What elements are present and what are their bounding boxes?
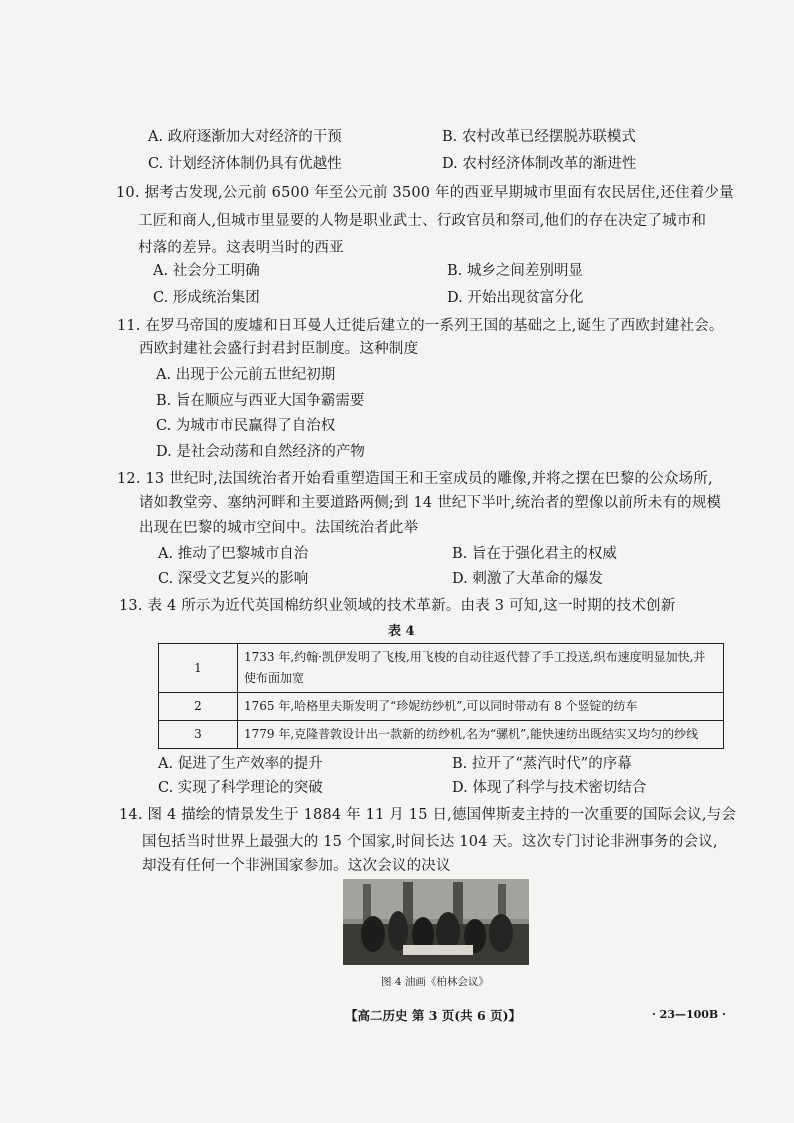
q13-options-row1	[158, 752, 718, 773]
q10-options-row1	[153, 259, 713, 280]
table-row-text: 1733 年,约翰·凯伊发明了飞梭,用飞梭的自动往返代替了手工投送,织布速度明显加快,并使布面加宽	[238, 644, 724, 693]
table-row-number: 1	[159, 644, 238, 693]
q9-option-b[interactable]: B. 农村改革已经摆脱苏联模式	[442, 129, 636, 145]
table-row	[159, 644, 724, 693]
q13-option-b[interactable]: B. 拉开了“蒸汽时代”的序幕	[452, 756, 632, 772]
q12-options-row1	[158, 542, 718, 563]
q11-stem-line1: 11. 在罗马帝国的废墟和日耳曼人迁徙后建立的一系列王国的基础之上,诞生了西欧封建社会。	[117, 318, 724, 334]
table-row	[159, 721, 724, 749]
table-row-text: 1765 年,哈格里夫斯发明了“珍妮纺纱机”,可以同时带动有 8 个竖锭的纺车	[238, 693, 724, 721]
q12-stem-line3: 出现在巴黎的城市空间中。法国统治者此举	[139, 520, 419, 536]
page-footer-info: 【高二历史 第 3 页(共 6 页)】	[345, 1008, 521, 1023]
q10-option-b[interactable]: B. 城乡之间差别明显	[447, 263, 583, 279]
q9-options-row2	[148, 152, 708, 173]
q12-option-c[interactable]: C. 深受文艺复兴的影响	[158, 571, 309, 587]
q11-stem-line2: 西欧封建社会盛行封君封臣制度。这种制度	[139, 341, 419, 357]
q10-option-c[interactable]: C. 形成统治集团	[153, 290, 260, 306]
tech-innovation-table	[158, 643, 724, 749]
q13-option-d[interactable]: D. 体现了科学与技术密切结合	[452, 780, 647, 796]
q14-stem-line1: 14. 图 4 描绘的情景发生于 1884 年 11 月 15 日,德国俾斯麦主持的一次重要的国际会议,与会	[119, 807, 737, 823]
q10-option-d[interactable]: D. 开始出现贫富分化	[447, 290, 584, 306]
q14-stem-line2: 国包括当时世界上最强大的 15 个国家,时间长达 104 天。这次专门讨论非洲事务的会议,	[142, 834, 718, 850]
q11-option-c[interactable]: C. 为城市市民赢得了自治权	[156, 418, 336, 434]
q10-option-a[interactable]: A. 社会分工明确	[153, 263, 260, 279]
q9-option-a[interactable]: A. 政府逐渐加大对经济的干预	[148, 129, 342, 145]
q12-stem-line2: 诸如教堂旁、塞纳河畔和主要道路两侧;到 14 世纪下半叶,统治者的塑像以前所未有的规模	[139, 495, 722, 511]
q11-option-a[interactable]: A. 出现于公元前五世纪初期	[156, 367, 336, 383]
exam-code: · 23—100B ·	[652, 1008, 726, 1021]
q12-stem-line1: 12. 13 世纪时,法国统治者开始看重塑造国王和王室成员的雕像,并将之摆在巴黎的公众场所,	[117, 471, 713, 487]
q13-option-c[interactable]: C. 实现了科学理论的突破	[158, 780, 323, 796]
q11-option-d[interactable]: D. 是社会动荡和自然经济的产物	[156, 444, 365, 460]
q12-option-d[interactable]: D. 刺激了大革命的爆发	[452, 571, 603, 587]
figure-4-caption: 图 4 油画《柏林会议》	[381, 976, 489, 988]
table-row-number: 2	[159, 693, 238, 721]
q9-options-row1	[148, 125, 708, 146]
q10-stem-line1: 10. 据考古发现,公元前 6500 年至公元前 3500 年的西亚早期城市里面有农民居住,还住着少量	[116, 185, 734, 201]
q13-stem: 13. 表 4 所示为近代英国棉纺织业领域的技术革新。由表 3 可知,这一时期的技术创新	[119, 598, 676, 614]
table-4-caption: 表 4	[388, 624, 415, 639]
q12-option-a[interactable]: A. 推动了巴黎城市自治	[158, 546, 309, 562]
q14-stem-line3: 却没有任何一个非洲国家参加。这次会议的决议	[142, 858, 451, 874]
q13-option-a[interactable]: A. 促进了生产效率的提升	[158, 756, 323, 772]
q9-option-d[interactable]: D. 农村经济体制改革的渐进性	[442, 156, 637, 172]
q10-stem-line3: 村落的差异。这表明当时的西亚	[138, 240, 344, 256]
q11-option-b[interactable]: B. 旨在顺应与西亚大国争霸需要	[156, 393, 365, 409]
painting-image	[343, 879, 529, 965]
table-row	[159, 693, 724, 721]
q13-options-row2	[158, 776, 718, 797]
q10-stem-line2: 工匠和商人,但城市里显要的人物是职业武士、行政官员和祭司,他们的存在决定了城市和	[138, 213, 707, 229]
berlin-conference-painting	[343, 879, 529, 965]
table-row-text: 1779 年,克隆普敦设计出一款新的纺纱机,名为“骡机”,能快速纺出既结实又均匀的纱线	[238, 721, 724, 749]
q10-options-row2	[153, 286, 713, 307]
q12-options-row2	[158, 567, 718, 588]
q9-option-c[interactable]: C. 计划经济体制仍具有优越性	[148, 156, 342, 172]
table-row-number: 3	[159, 721, 238, 749]
q12-option-b[interactable]: B. 旨在于强化君主的权威	[452, 546, 617, 562]
